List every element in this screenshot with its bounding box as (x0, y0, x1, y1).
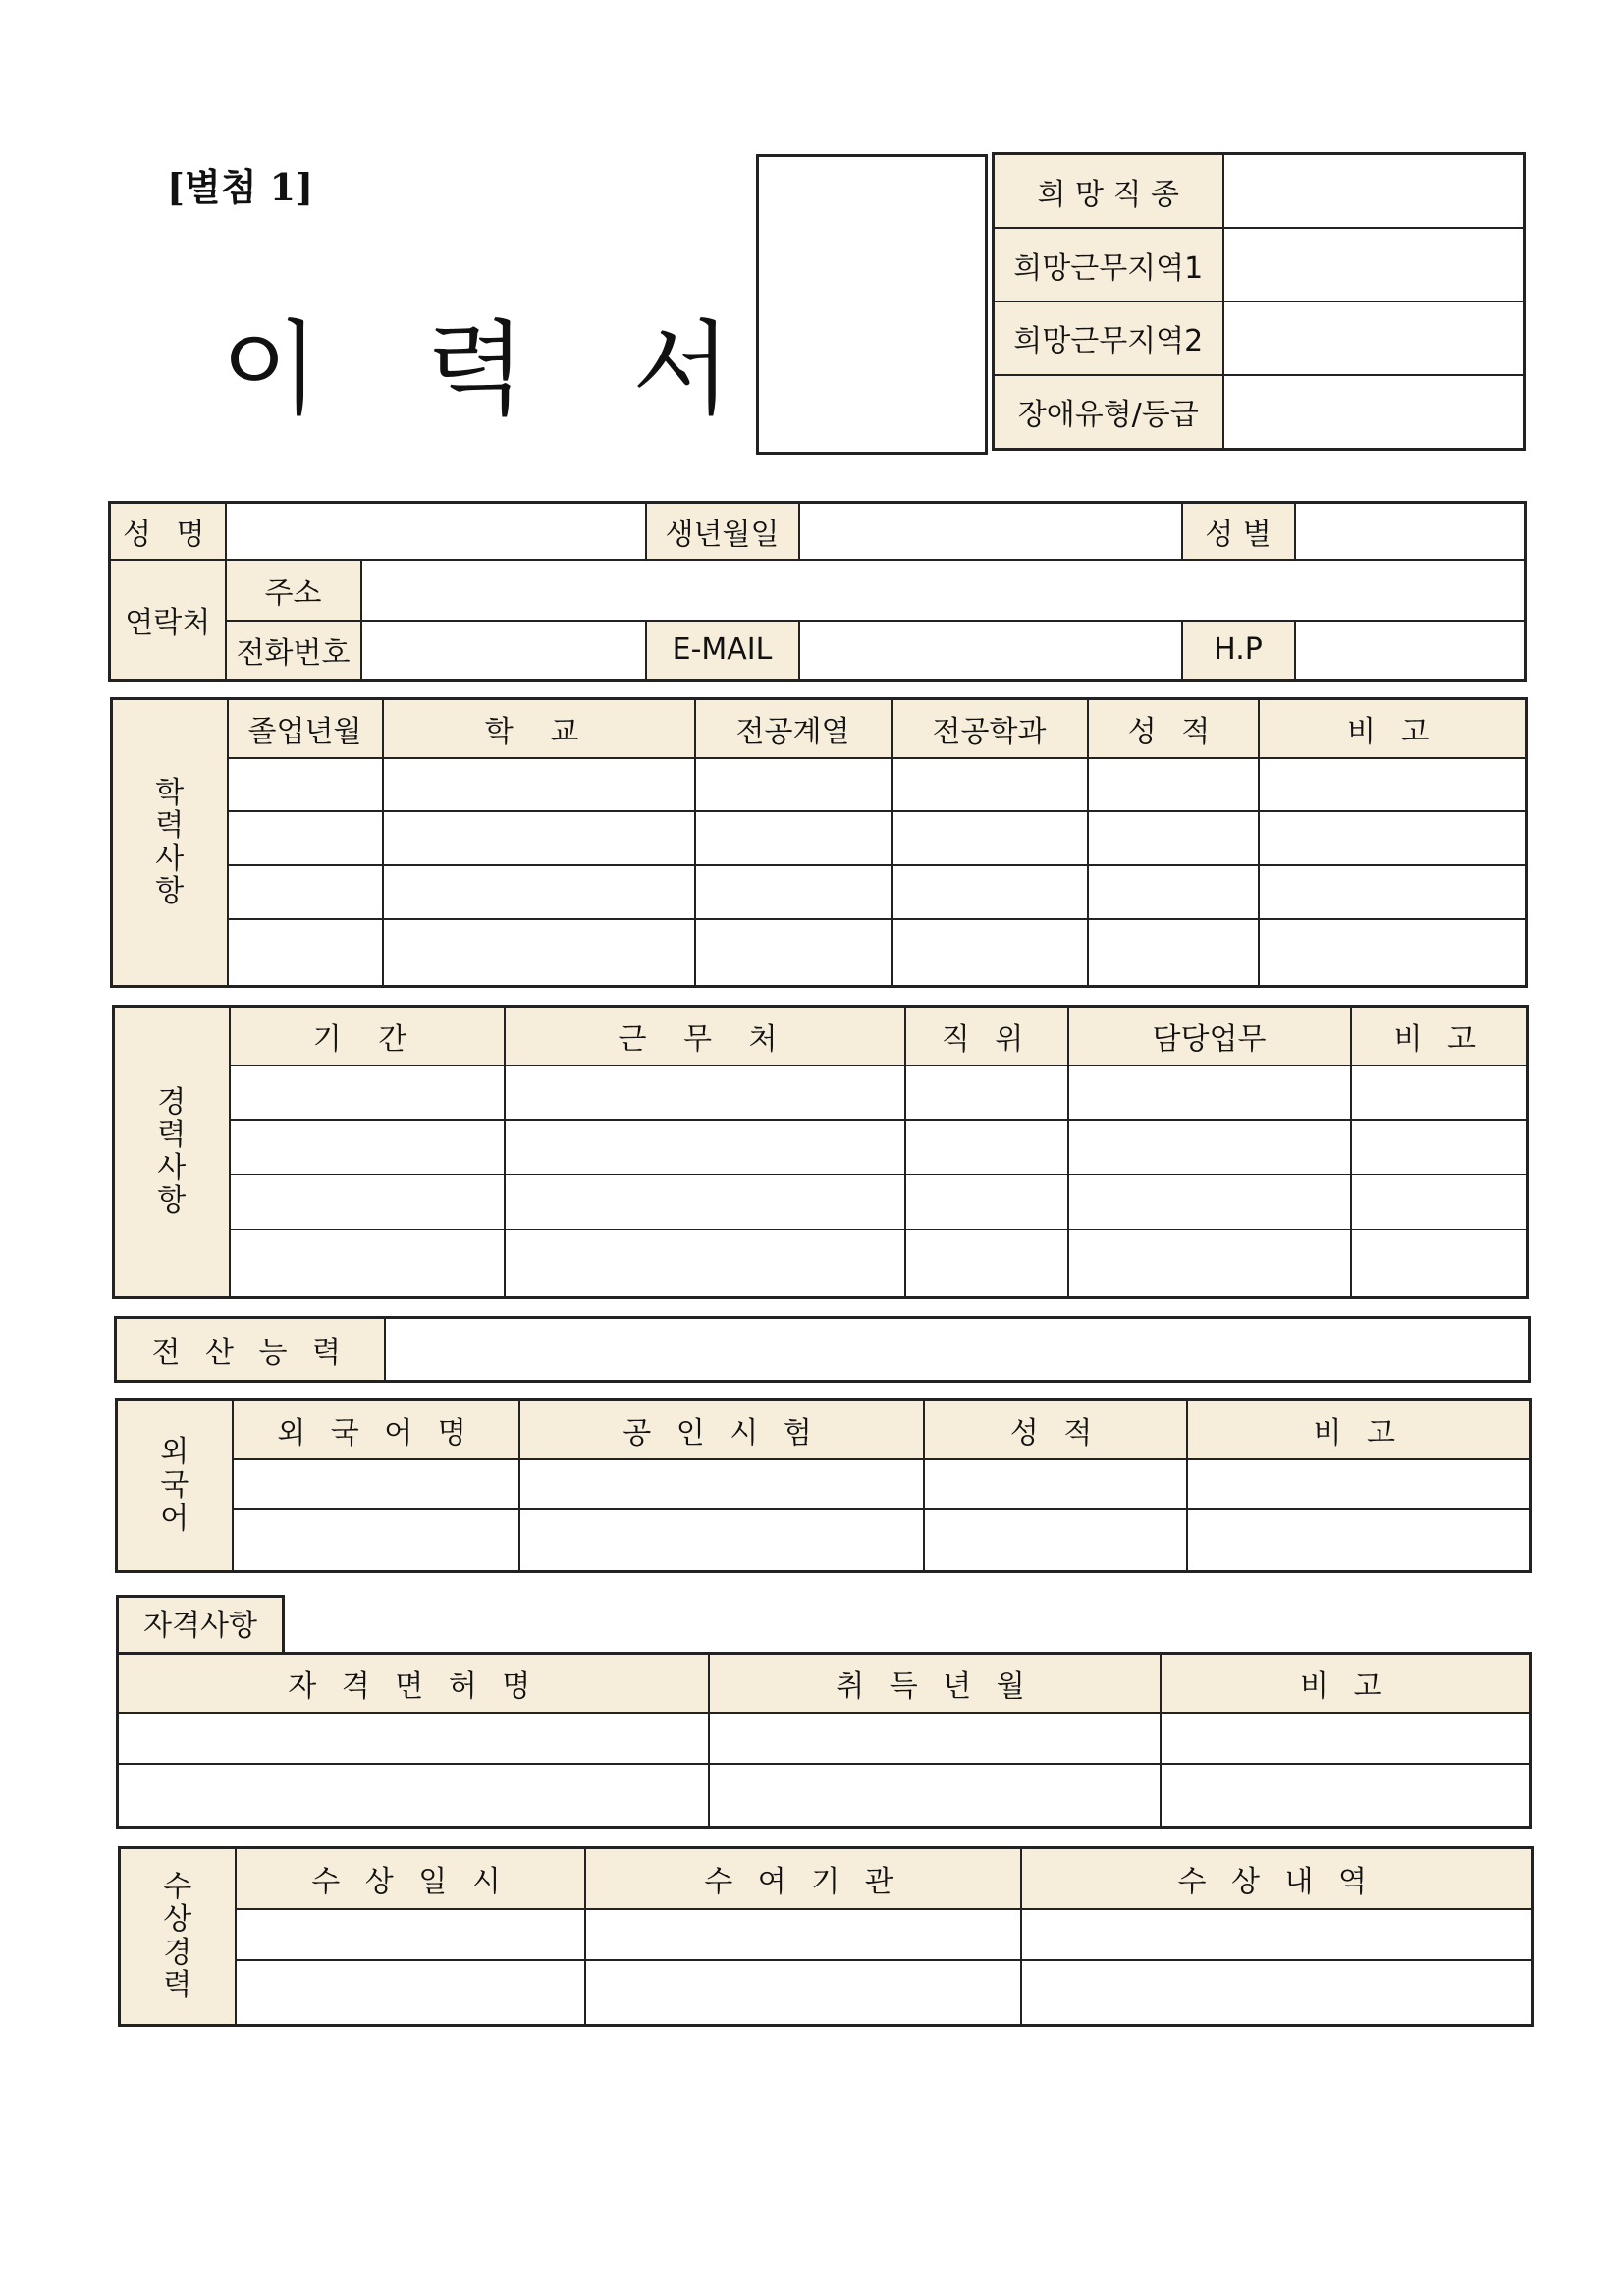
address-input[interactable] (361, 560, 1526, 621)
table-cell[interactable] (1351, 1066, 1528, 1121)
table-cell[interactable] (1068, 1120, 1351, 1175)
career-row (114, 1066, 1528, 1121)
hp-input[interactable] (1295, 621, 1526, 681)
disability-input[interactable] (1223, 375, 1525, 450)
table-cell[interactable] (505, 1120, 905, 1175)
email-label: E-MAIL (646, 621, 799, 681)
career-header-position: 직 위 (905, 1007, 1068, 1066)
table-cell[interactable] (892, 919, 1088, 987)
table-cell[interactable] (118, 1764, 709, 1828)
table-cell[interactable] (1259, 919, 1527, 987)
education-table (110, 697, 1528, 988)
certification-header-date: 취 득 년 월 (709, 1654, 1161, 1713)
table-cell[interactable] (709, 1713, 1161, 1764)
table-cell[interactable] (892, 865, 1088, 919)
table-cell[interactable] (1351, 1230, 1528, 1298)
certification-tab-label: 자격사항 (116, 1595, 285, 1655)
table-cell[interactable] (585, 1960, 1021, 2025)
career-row (114, 1230, 1528, 1298)
table-cell[interactable] (228, 919, 383, 987)
attachment-label: [별첨 1] (167, 165, 314, 209)
career-header-period: 기 간 (230, 1007, 505, 1066)
contact-label: 연락처 (110, 560, 226, 681)
certification-header-note: 비 고 (1161, 1654, 1531, 1713)
hope-region2-input[interactable] (1223, 301, 1525, 375)
table-cell[interactable] (1161, 1713, 1531, 1764)
table-cell[interactable] (1088, 811, 1259, 865)
table-cell[interactable] (505, 1175, 905, 1230)
computer-skills-input[interactable] (385, 1318, 1530, 1382)
career-header-duty: 담당업무 (1068, 1007, 1351, 1066)
table-cell[interactable] (383, 919, 695, 987)
address-label: 주소 (226, 560, 361, 621)
certification-header-name: 자 격 면 허 명 (118, 1654, 709, 1713)
basic-info-table (108, 501, 1527, 682)
table-cell[interactable] (1259, 811, 1527, 865)
education-row (112, 919, 1527, 987)
table-cell[interactable] (118, 1713, 709, 1764)
table-cell[interactable] (905, 1120, 1068, 1175)
gender-input[interactable] (1295, 503, 1526, 560)
table-cell[interactable] (383, 811, 695, 865)
gender-label: 성 별 (1182, 503, 1295, 560)
language-table (115, 1398, 1532, 1573)
email-input[interactable] (799, 621, 1182, 681)
awards-header-date: 수 상 일 시 (236, 1848, 585, 1909)
awards-header-detail: 수 상 내 역 (1021, 1848, 1533, 1909)
hope-region1-label: 희망근무지역1 (994, 228, 1223, 301)
table-cell[interactable] (1068, 1175, 1351, 1230)
table-cell[interactable] (505, 1066, 905, 1121)
birth-input[interactable] (799, 503, 1182, 560)
table-cell[interactable] (1187, 1459, 1531, 1509)
table-cell[interactable] (1021, 1909, 1533, 1961)
education-header-grad-date: 졸업년월 (228, 699, 383, 758)
career-side-label: 경 력 사 항 (114, 1007, 230, 1298)
table-cell[interactable] (1161, 1764, 1531, 1828)
table-cell[interactable] (1088, 758, 1259, 812)
table-cell[interactable] (1021, 1960, 1533, 2025)
language-header-score: 성 적 (924, 1400, 1187, 1459)
computer-skills-label: 전 산 능 력 (116, 1318, 385, 1382)
table-cell[interactable] (383, 865, 695, 919)
table-cell[interactable] (924, 1459, 1187, 1509)
hope-job-label: 희 망 직 종 (994, 154, 1223, 229)
table-cell[interactable] (695, 919, 892, 987)
table-cell[interactable] (233, 1459, 519, 1509)
education-header-note: 비 고 (1259, 699, 1527, 758)
career-row (114, 1175, 1528, 1230)
career-header-workplace: 근 무 처 (505, 1007, 905, 1066)
disability-label: 장애유형/등급 (994, 375, 1223, 450)
phone-label: 전화번호 (226, 621, 361, 681)
hp-label: H.P (1182, 621, 1295, 681)
table-cell[interactable] (383, 758, 695, 812)
table-cell[interactable] (233, 1509, 519, 1572)
table-cell[interactable] (695, 758, 892, 812)
table-cell[interactable] (230, 1175, 505, 1230)
photo-box[interactable] (756, 154, 988, 455)
career-table (112, 1005, 1529, 1299)
table-cell[interactable] (228, 811, 383, 865)
table-cell[interactable] (228, 865, 383, 919)
table-cell[interactable] (236, 1960, 585, 2025)
education-side-label: 학 력 사 항 (112, 699, 228, 987)
table-cell[interactable] (228, 758, 383, 812)
table-cell[interactable] (924, 1509, 1187, 1572)
page-title: 이 력 서 (221, 309, 769, 429)
table-cell[interactable] (905, 1175, 1068, 1230)
education-row (112, 758, 1527, 812)
table-cell[interactable] (505, 1230, 905, 1298)
table-cell[interactable] (1068, 1066, 1351, 1121)
table-cell[interactable] (1259, 758, 1527, 812)
table-cell[interactable] (905, 1066, 1068, 1121)
phone-input[interactable] (361, 621, 646, 681)
table-cell[interactable] (230, 1066, 505, 1121)
table-cell[interactable] (519, 1459, 924, 1509)
certification-row (118, 1764, 1531, 1828)
table-cell[interactable] (892, 758, 1088, 812)
language-row (117, 1509, 1531, 1572)
computer-skills-table (114, 1316, 1531, 1383)
table-cell[interactable] (519, 1509, 924, 1572)
table-cell[interactable] (695, 865, 892, 919)
table-cell[interactable] (1351, 1120, 1528, 1175)
career-row (114, 1120, 1528, 1175)
awards-table (118, 1846, 1534, 2027)
language-row (117, 1459, 1531, 1509)
certification-table (116, 1652, 1532, 1829)
name-input[interactable] (226, 503, 646, 560)
language-header-name: 외 국 어 명 (233, 1400, 519, 1459)
table-cell[interactable] (905, 1230, 1068, 1298)
name-label: 성 명 (110, 503, 226, 560)
table-cell[interactable] (695, 811, 892, 865)
table-cell[interactable] (236, 1909, 585, 1961)
education-header-grade: 성 적 (1088, 699, 1259, 758)
certification-row (118, 1713, 1531, 1764)
table-cell[interactable] (1351, 1175, 1528, 1230)
language-header-test: 공 인 시 험 (519, 1400, 924, 1459)
hope-job-input[interactable] (1223, 154, 1525, 229)
table-cell[interactable] (1187, 1509, 1531, 1572)
table-cell[interactable] (892, 811, 1088, 865)
table-cell[interactable] (709, 1764, 1161, 1828)
language-side-label: 외 국 어 (117, 1400, 233, 1572)
table-cell[interactable] (1088, 919, 1259, 987)
table-cell[interactable] (1088, 865, 1259, 919)
awards-header-org: 수 여 기 관 (585, 1848, 1021, 1909)
table-cell[interactable] (1068, 1230, 1351, 1298)
education-row (112, 865, 1527, 919)
education-row (112, 811, 1527, 865)
education-header-major-dept: 전공학과 (892, 699, 1088, 758)
education-header-school: 학 교 (383, 699, 695, 758)
awards-row (120, 1960, 1533, 2025)
hope-region1-input[interactable] (1223, 228, 1525, 301)
table-cell[interactable] (230, 1230, 505, 1298)
table-cell[interactable] (230, 1120, 505, 1175)
hope-table (992, 152, 1526, 451)
language-header-note: 비 고 (1187, 1400, 1531, 1459)
table-cell[interactable] (1259, 865, 1527, 919)
education-header-major-field: 전공계열 (695, 699, 892, 758)
awards-side-label: 수 상 경 력 (120, 1848, 236, 2026)
awards-row (120, 1909, 1533, 1961)
career-header-note: 비 고 (1351, 1007, 1528, 1066)
table-cell[interactable] (585, 1909, 1021, 1961)
hope-region2-label: 희망근무지역2 (994, 301, 1223, 375)
birth-label: 생년월일 (646, 503, 799, 560)
